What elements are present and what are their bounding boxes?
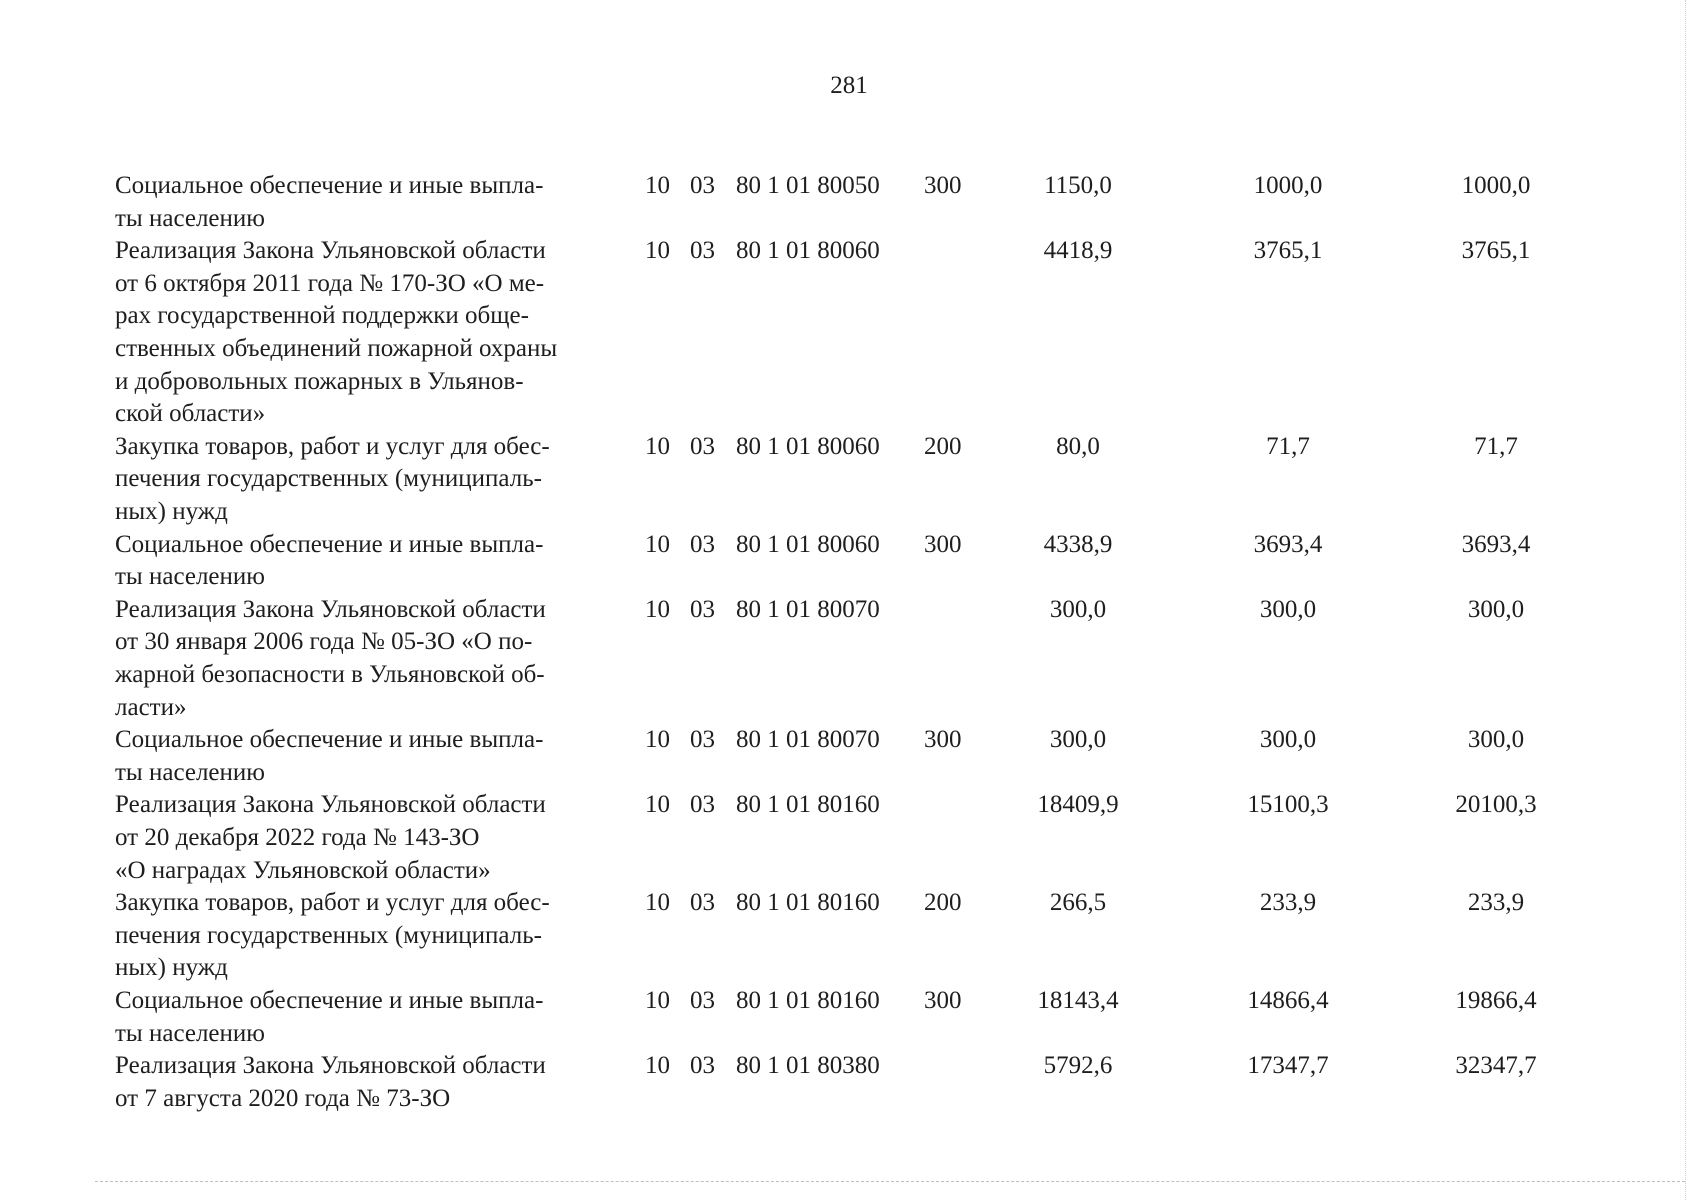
section-code: 10 <box>645 172 670 199</box>
table-row <box>0 985 1698 1050</box>
amount-year-1: 4418,9 <box>1043 237 1113 265</box>
page-number: 281 <box>830 72 868 99</box>
amount-year-3: 71,7 <box>1474 432 1518 460</box>
table-row <box>0 724 1698 789</box>
target-article-code: 80 1 01 80070 <box>736 726 880 754</box>
row-description: Реализация Закона Ульяновской области от 6 октября 2011 года № 170-ЗО «О ме- рах государственной поддержки обще- ственных объединений пожарной охраны и добровольных пожарных в Ульянов- ской области» <box>115 237 558 428</box>
amount-year-2: 71,7 <box>1266 432 1310 460</box>
amount-year-1: 18409,9 <box>1037 791 1119 819</box>
amount-year-1: 300,0 <box>1049 595 1107 623</box>
section-code: 10 <box>645 726 670 754</box>
amount-year-2: 233,9 <box>1259 889 1317 917</box>
subsection-code: 03 <box>690 530 715 558</box>
amount-year-3: 233,9 <box>1467 889 1525 917</box>
row-description: Реализация Закона Ульяновской области от 30 января 2006 года № 05-ЗО «О по- жарной безопасности в Ульяновской об- ласти» <box>115 595 546 721</box>
amount-year-2: 3693,4 <box>1253 530 1323 558</box>
row-description: Социальное обеспечение и иные выпла- ты населению <box>115 172 544 232</box>
amount-year-2: 1000,0 <box>1253 172 1323 199</box>
row-description: Закупка товаров, работ и услуг для обес- печения государственных (муниципаль- ных) нужд <box>115 432 550 525</box>
amount-year-2: 300,0 <box>1259 726 1317 754</box>
subsection-code: 03 <box>690 726 715 754</box>
scan-artifact-line <box>95 1181 1685 1182</box>
row-description: Социальное обеспечение и иные выпла- ты населению <box>115 530 544 591</box>
section-code: 10 <box>645 1052 670 1080</box>
amount-year-3: 300,0 <box>1467 726 1525 754</box>
section-code: 10 <box>645 595 670 623</box>
subsection-code: 03 <box>690 432 715 460</box>
amount-year-3: 19866,4 <box>1455 986 1537 1014</box>
amount-year-1: 5792,6 <box>1043 1052 1113 1080</box>
amount-year-3: 3693,4 <box>1461 530 1531 558</box>
subsection-code: 03 <box>690 172 715 199</box>
subsection-code: 03 <box>690 1052 715 1080</box>
target-article-code: 80 1 01 80160 <box>736 986 880 1014</box>
table-row <box>0 789 1698 887</box>
amount-year-1: 266,5 <box>1049 889 1107 917</box>
target-article-code: 80 1 01 80070 <box>736 595 880 623</box>
expense-type-code: 300 <box>924 726 962 754</box>
subsection-code: 03 <box>690 237 715 265</box>
amount-year-1: 18143,4 <box>1037 986 1119 1014</box>
expense-type-code: 300 <box>924 530 962 558</box>
expense-type-code: 200 <box>924 432 962 460</box>
section-code: 10 <box>645 986 670 1014</box>
amount-year-2: 15100,3 <box>1247 791 1329 819</box>
target-article-code: 80 1 01 80160 <box>736 889 880 917</box>
table-row <box>0 1050 1698 1115</box>
amount-year-3: 3765,1 <box>1461 237 1531 265</box>
row-description: Социальное обеспечение и иные выпла- ты населению <box>115 726 544 786</box>
target-article-code: 80 1 01 80160 <box>736 791 880 819</box>
amount-year-3: 32347,7 <box>1455 1052 1537 1080</box>
amount-year-1: 1150,0 <box>1044 172 1112 199</box>
budget-table <box>0 170 1698 1115</box>
expense-type-code: 200 <box>924 889 962 917</box>
section-code: 10 <box>645 791 670 819</box>
amount-year-2: 300,0 <box>1259 595 1317 623</box>
row-description: Социальное обеспечение и иные выпла- ты населению <box>115 986 544 1047</box>
amount-year-1: 4338,9 <box>1043 530 1113 558</box>
amount-year-3: 20100,3 <box>1455 791 1537 819</box>
table-row <box>0 170 1698 235</box>
amount-year-2: 14866,4 <box>1247 986 1329 1014</box>
row-description: Реализация Закона Ульяновской области от 20 декабря 2022 года № 143-ЗО «О наградах Ульяновской области» <box>115 791 546 884</box>
section-code: 10 <box>645 889 670 917</box>
target-article-code: 80 1 01 80380 <box>736 1052 880 1080</box>
expense-type-code: 300 <box>924 172 962 199</box>
table-row <box>0 887 1698 985</box>
section-code: 10 <box>645 237 670 265</box>
table-row <box>0 529 1698 594</box>
scan-artifact-edge <box>1685 0 1686 1200</box>
subsection-code: 03 <box>690 791 715 819</box>
target-article-code: 80 1 01 80050 <box>736 172 880 199</box>
amount-year-2: 3765,1 <box>1253 237 1323 265</box>
subsection-code: 03 <box>690 889 715 917</box>
amount-year-2: 17347,7 <box>1247 1052 1329 1080</box>
row-description: Закупка товаров, работ и услуг для обес- печения государственных (муниципаль- ных) нужд <box>115 889 550 982</box>
target-article-code: 80 1 01 80060 <box>736 530 880 558</box>
target-article-code: 80 1 01 80060 <box>736 237 880 265</box>
amount-year-3: 300,0 <box>1467 595 1525 623</box>
target-article-code: 80 1 01 80060 <box>736 432 880 460</box>
section-code: 10 <box>645 432 670 460</box>
amount-year-1: 300,0 <box>1049 726 1107 754</box>
amount-year-3: 1000,0 <box>1461 172 1531 199</box>
amount-year-1: 80,0 <box>1056 432 1100 460</box>
table-row <box>0 235 1698 431</box>
table-row <box>0 431 1698 529</box>
subsection-code: 03 <box>690 986 715 1014</box>
section-code: 10 <box>645 530 670 558</box>
table-row <box>0 594 1698 724</box>
expense-type-code: 300 <box>924 986 962 1014</box>
subsection-code: 03 <box>690 595 715 623</box>
row-description: Реализация Закона Ульяновской области от 7 августа 2020 года № 73-ЗО <box>115 1052 546 1112</box>
